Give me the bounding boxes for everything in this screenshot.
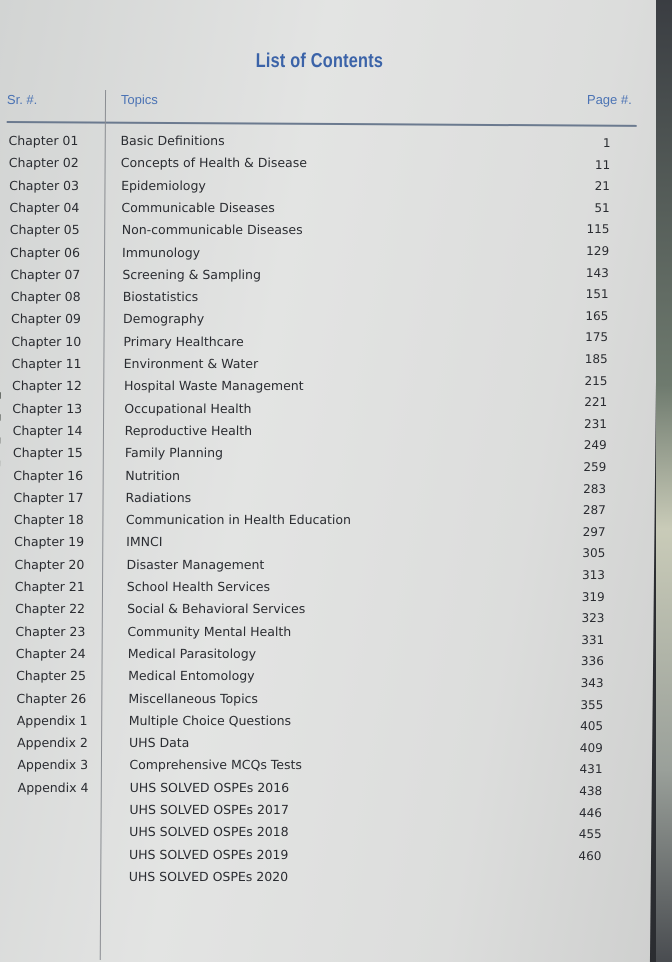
header-sr: Sr. #. (6, 92, 38, 107)
toc-row-topic: Medical Parasitology (127, 645, 257, 661)
toc-row (17, 802, 557, 822)
toc-row-topic: Reproductive Health (124, 422, 253, 438)
toc-row (10, 267, 550, 287)
toc-row (13, 468, 553, 488)
toc-row (11, 334, 551, 354)
toc-page-number: 283 (583, 481, 607, 496)
toc-row-sr: Chapter 16 (13, 467, 84, 483)
toc-row-topic: UHS SOLVED OSPEs 2017 (129, 802, 289, 817)
toc-row-sr: Appendix 3 (17, 757, 89, 773)
toc-page-number: 336 (580, 654, 604, 669)
toc-row-topic: Family Planning (124, 445, 224, 461)
toc-row-topic: Biostatistics (122, 289, 199, 305)
toc-page-number: 343 (580, 676, 604, 690)
toc-page-number: 331 (581, 632, 605, 647)
toc-row-topic: UHS Data (128, 735, 190, 751)
toc-row-sr: Chapter 15 (12, 445, 83, 461)
toc-row (15, 601, 555, 621)
toc-row-sr: Chapter 10 (11, 333, 82, 349)
toc-row-sr: Chapter 21 (14, 579, 85, 594)
toc-row-topic: Disaster Management (126, 556, 265, 572)
toc-row-sr: Chapter 11 (11, 356, 82, 371)
toc-row-topic: UHS SOLVED OSPEs 2020 (128, 868, 289, 884)
edge-mark (0, 414, 1, 421)
toc-row-topic: Medical Entomology (128, 668, 255, 684)
toc-row-sr: Chapter 23 (15, 623, 86, 639)
toc-row-topic: Hospital Waste Management (123, 378, 304, 394)
toc-row-sr: Chapter 09 (10, 311, 81, 327)
toc-row-topic: Primary Healthcare (123, 333, 244, 349)
toc-row (14, 557, 554, 577)
toc-row-topic: Concepts of Health & Disease (120, 155, 308, 171)
toc-row-sr: Chapter 06 (10, 244, 81, 260)
toc-row (9, 200, 549, 220)
toc-row-sr: Chapter 26 (16, 690, 87, 706)
toc-row (13, 445, 553, 465)
toc-row (12, 401, 552, 421)
toc-row (16, 668, 556, 688)
toc-row (12, 356, 552, 376)
toc-page-number: 185 (584, 352, 608, 366)
toc-row-topic: UHS SOLVED OSPEs 2019 (128, 846, 289, 862)
toc-row-topic: Social & Behavioral Services (127, 601, 306, 617)
toc-row-topic: Nutrition (125, 467, 181, 483)
toc-page-number: 175 (585, 330, 609, 345)
toc-row (10, 245, 550, 265)
toc-page-number: 460 (578, 848, 602, 863)
toc-row (17, 757, 557, 777)
toc-row-sr: Chapter 22 (15, 601, 86, 617)
toc-row-sr: Chapter 05 (9, 222, 80, 238)
toc-row (16, 646, 556, 666)
toc-row-topic: UHS SOLVED OSPEs 2018 (129, 824, 289, 840)
toc-page-number: 305 (582, 546, 606, 561)
toc-row-topic: Communicable Diseases (121, 199, 275, 215)
toc-page-number: 249 (583, 438, 607, 453)
toc-page-number: 215 (584, 373, 608, 388)
toc-row (12, 378, 552, 398)
toc-page-number: 143 (585, 265, 609, 280)
toc-row-topic: Basic Definitions (120, 133, 225, 148)
toc-row-sr: Chapter 20 (14, 556, 85, 572)
toc-page-number: 409 (579, 740, 603, 755)
toc-row-topic: Immunology (122, 244, 201, 260)
toc-row-sr: Chapter 08 (10, 289, 81, 305)
toc-page-number: 115 (586, 222, 610, 237)
toc-row (14, 534, 554, 554)
toc-row (14, 512, 554, 532)
toc-row-sr: Chapter 12 (11, 378, 82, 394)
toc-page-number: 11 (594, 157, 611, 172)
toc-page-number: 313 (581, 568, 606, 582)
toc-row-sr: Chapter 13 (12, 400, 83, 416)
toc-page-number: 431 (579, 762, 603, 777)
toc-row (17, 735, 557, 755)
toc-row-topic: Demography (122, 311, 205, 327)
toc-row-topic: Communication in Health Education (125, 512, 352, 528)
toc-row (16, 691, 556, 711)
toc-row-topic: Epidemiology (121, 177, 206, 193)
header-rule (7, 121, 637, 127)
toc-page-number: 446 (578, 805, 603, 820)
toc-row (8, 133, 548, 153)
edge-mark (0, 392, 1, 399)
toc-row-sr: Appendix 2 (16, 735, 88, 751)
toc-row-topic: Occupational Health (124, 400, 252, 416)
toc-page-number: 21 (594, 179, 611, 194)
toc-row-sr: Chapter 19 (14, 534, 85, 550)
toc-row (15, 624, 555, 644)
toc-page-number: 323 (581, 611, 605, 626)
toc-page-number: 319 (581, 589, 605, 604)
toc-row (17, 869, 557, 889)
toc-row-sr: Chapter 04 (9, 199, 80, 215)
toc-row-topic: UHS SOLVED OSPEs 2016 (129, 779, 290, 795)
toc-page-number: 259 (583, 460, 607, 474)
toc-row (9, 155, 549, 175)
toc-row (10, 222, 550, 242)
toc-row (9, 178, 549, 198)
toc-row (17, 847, 557, 867)
toc-page-number: 231 (583, 416, 607, 431)
toc-row (13, 490, 553, 510)
page-title: List of Contents (255, 50, 384, 72)
toc-row-topic: Environment & Water (123, 356, 259, 371)
toc-row-topic: Screening & Sampling (122, 266, 262, 282)
toc-page-number: 221 (584, 395, 608, 410)
toc-row (18, 780, 558, 800)
toc-row-sr: Chapter 25 (16, 668, 87, 684)
toc-row-sr: Chapter 17 (13, 489, 84, 505)
toc-row-topic: School Health Services (126, 579, 271, 594)
toc-row-topic: Comprehensive MCQs Tests (129, 757, 303, 773)
toc-row-sr: Chapter 24 (15, 645, 86, 661)
toc-page-number: 287 (582, 503, 606, 518)
toc-row-sr: Appendix 4 (17, 779, 89, 795)
toc-row (17, 713, 557, 733)
toc-row-sr: Chapter 07 (10, 266, 81, 282)
toc-row (13, 423, 553, 443)
toc-page-number: 297 (582, 524, 606, 539)
toc-row-sr: Chapter 14 (12, 422, 83, 438)
toc-row (11, 311, 551, 331)
toc-row-topic: IMNCI (126, 534, 163, 550)
toc-row-sr: Chapter 18 (13, 512, 84, 528)
toc-row-sr: Chapter 01 (8, 133, 79, 148)
toc-row-sr: Chapter 02 (8, 155, 79, 171)
toc-row-topic: Community Mental Health (127, 623, 292, 639)
toc-row-topic: Multiple Choice Questions (128, 712, 292, 728)
toc-row (15, 579, 555, 599)
toc-page-number: 1 (602, 136, 611, 150)
toc-row-topic: Non-communicable Diseases (121, 222, 303, 238)
background-edge (656, 0, 672, 962)
toc-page-number: 405 (580, 719, 604, 734)
toc-page-number: 455 (578, 827, 602, 842)
toc-page-number: 151 (585, 287, 609, 302)
toc-page-number: 129 (586, 244, 610, 258)
header-topics: Topics (120, 92, 158, 107)
toc-row-sr: Chapter 03 (9, 177, 80, 193)
toc-page-number: 51 (594, 200, 610, 215)
toc-row (11, 289, 551, 309)
toc-page-number: 165 (585, 308, 609, 323)
toc-row (17, 824, 557, 844)
toc-row-topic: Miscellaneous Topics (128, 690, 259, 706)
header-page: Page #. (586, 92, 632, 107)
toc-page-number: 355 (580, 697, 604, 712)
toc-row-sr: Appendix 1 (16, 712, 88, 728)
toc-row-topic: Radiations (125, 489, 192, 505)
toc-page-number: 438 (579, 784, 603, 798)
